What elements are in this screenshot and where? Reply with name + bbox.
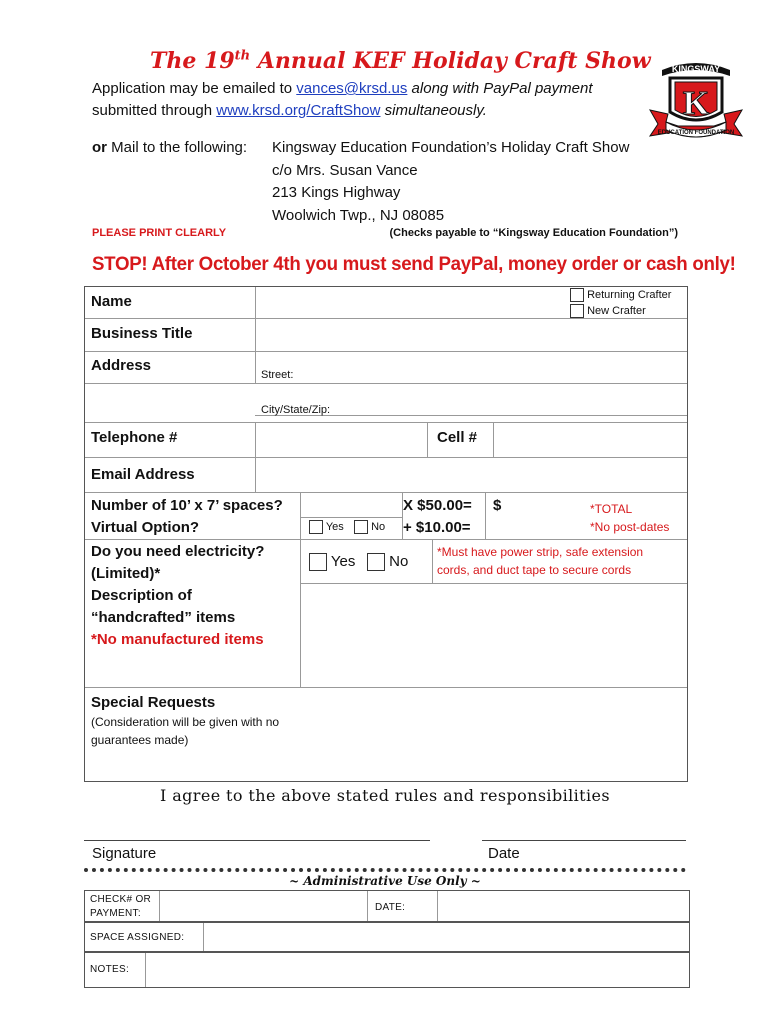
virtual-yes-option[interactable]: Yes xyxy=(309,520,344,534)
virtual-no-option[interactable]: No xyxy=(354,520,385,534)
spaces-quantity-field[interactable] xyxy=(302,494,400,516)
cell-label: Cell # xyxy=(437,429,478,446)
admin-title: ~ Administrative Use Only ~ xyxy=(289,874,481,888)
special-requests-field[interactable] xyxy=(302,689,685,779)
space-price: X $50.00= xyxy=(403,497,472,514)
admin-row-payment xyxy=(84,890,690,922)
svg-text:EDUCATION FOUNDATION: EDUCATION FOUNDATION xyxy=(657,130,735,136)
name-label: Name xyxy=(91,293,132,310)
svg-text:KINGSWAY: KINGSWAY xyxy=(671,64,721,74)
email-address-label: Email Address xyxy=(91,466,195,483)
total-amount-field[interactable] xyxy=(505,494,585,538)
electricity-label: Do you need electricity? xyxy=(91,543,265,560)
virtual-no-checkbox[interactable] xyxy=(354,520,368,534)
admin-row-space xyxy=(84,922,690,952)
application-form xyxy=(84,286,688,782)
electricity-yes-option[interactable]: Yes xyxy=(309,553,355,571)
cell-field[interactable] xyxy=(495,424,685,456)
mailing-address: or Mail to the following: Kingsway Education Foundation’s Holiday Craft Show c/o Mrs. Susan Vance 213 Kings Highway Woolwich Twp., NJ 08085 xyxy=(92,139,630,224)
description-field[interactable] xyxy=(302,585,685,685)
new-crafter-checkbox[interactable] xyxy=(570,304,584,318)
email-instruction: Application may be emailed to vances@krsd.us along with PayPal payment xyxy=(92,80,593,97)
power-note-line2: cords, and duct tape to secure cords xyxy=(437,563,632,577)
check-payment-field[interactable] xyxy=(161,892,365,920)
signature-label: Signature xyxy=(92,845,157,862)
electricity-yes-checkbox[interactable] xyxy=(309,553,327,571)
address-label: Address xyxy=(91,357,152,374)
electricity-no-option[interactable]: No xyxy=(367,553,408,571)
special-requests-note-1: (Consideration will be given with no xyxy=(91,715,280,729)
business-title-label: Business Title xyxy=(91,325,193,342)
telephone-label: Telephone # xyxy=(91,429,178,446)
checks-payable-note: (Checks payable to “Kingsway Education Foundation”) xyxy=(389,227,678,239)
email-address-field[interactable] xyxy=(257,459,685,491)
notes-label: NOTES: xyxy=(90,964,130,975)
payment-label: PAYMENT: xyxy=(90,908,141,919)
total-note: *TOTAL xyxy=(590,502,633,516)
street-label: Street: xyxy=(261,369,294,381)
description-label: Description of xyxy=(91,587,192,604)
virtual-price: + $10.00= xyxy=(403,519,471,536)
special-requests-note-2: guarantees made) xyxy=(91,733,189,747)
check-label: CHECK# OR xyxy=(90,894,152,905)
email-link[interactable]: vances@krsd.us xyxy=(296,80,408,97)
admin-date-label: DATE: xyxy=(375,902,406,913)
print-clearly-note: PLEASE PRINT CLEARLY xyxy=(92,227,227,239)
divider xyxy=(84,868,686,872)
electricity-limited-label: (Limited)* xyxy=(91,565,161,582)
special-requests-label: Special Requests xyxy=(91,694,216,711)
dollar-sign: $ xyxy=(493,497,502,514)
admin-date-field[interactable] xyxy=(439,892,687,920)
electricity-no-checkbox[interactable] xyxy=(367,553,385,571)
space-assigned-field[interactable] xyxy=(205,924,687,950)
telephone-field[interactable] xyxy=(257,424,425,456)
svg-text:K: K xyxy=(682,85,710,122)
notes-field[interactable] xyxy=(147,954,687,986)
signature-line[interactable] xyxy=(84,840,430,841)
admin-row-notes xyxy=(84,952,690,988)
page-title: The 19th Annual KEF Holiday Craft Show xyxy=(150,48,651,74)
date-line[interactable] xyxy=(482,840,686,841)
power-note-line1: *Must have power strip, safe extension xyxy=(437,545,644,559)
returning-crafter-checkbox[interactable] xyxy=(570,288,584,302)
virtual-option-label: Virtual Option? xyxy=(91,519,200,536)
business-title-field[interactable] xyxy=(257,353,685,381)
agreement-statement: I agree to the above stated rules and responsibilities xyxy=(160,786,610,805)
virtual-yes-checkbox[interactable] xyxy=(309,520,323,534)
space-assigned-label: SPACE ASSIGNED: xyxy=(90,932,185,943)
returning-crafter-option[interactable]: Returning Crafter xyxy=(570,288,671,302)
spaces-label: Number of 10’ x 7’ spaces? xyxy=(91,497,283,514)
new-crafter-option[interactable]: New Crafter xyxy=(570,304,646,318)
kingsway-logo xyxy=(648,52,744,148)
description-label-2: “handcrafted” items xyxy=(91,609,236,626)
stop-notice: STOP! After October 4th you must send PayPal, money order or cash only! xyxy=(92,254,736,275)
name-field[interactable] xyxy=(257,289,617,317)
no-post-dates-note: *No post-dates xyxy=(590,520,670,534)
craftshow-link[interactable]: www.krsd.org/CraftShow xyxy=(216,102,381,119)
city-state-zip-label: City/State/Zip: xyxy=(261,404,331,416)
url-instruction: submitted through www.krsd.org/CraftShow simultaneously. xyxy=(92,102,487,119)
no-manufactured-note: *No manufactured items xyxy=(91,631,264,648)
date-label: Date xyxy=(488,845,520,862)
